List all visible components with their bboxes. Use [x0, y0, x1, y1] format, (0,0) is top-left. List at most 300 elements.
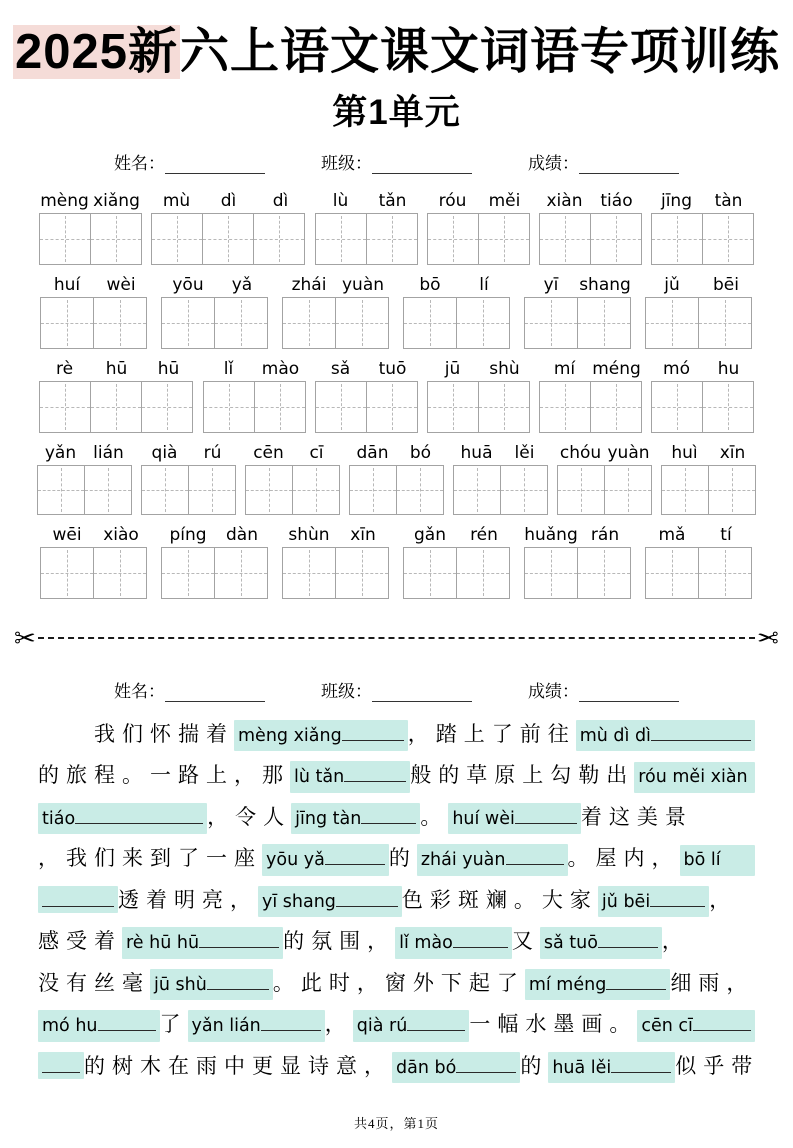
writing-cells — [315, 381, 419, 433]
passage-text: 了 — [159, 1012, 188, 1037]
pinyin-syllable: tàn — [714, 190, 743, 211]
writing-cells — [403, 547, 511, 599]
pinyin-syllable: xīn — [350, 524, 376, 545]
pinyin-syllable: mào — [261, 358, 300, 379]
writing-cell — [84, 465, 132, 515]
pinyin-syllables — [161, 270, 269, 297]
blank-write-line — [651, 727, 751, 741]
blank-write-line — [199, 934, 279, 948]
worksheet-page — [0, 26, 793, 1148]
pinyin-syllable: xīn — [719, 442, 746, 463]
word-group — [645, 270, 753, 349]
writing-cell — [37, 465, 85, 515]
pinyin-syllables — [651, 354, 755, 381]
pinyin-syllables — [524, 270, 632, 297]
blank-pinyin-hint: mù dì dì — [579, 725, 651, 746]
word-group — [403, 520, 511, 599]
answer-blank — [680, 845, 755, 876]
page-number-footer: 共4页，第1页 — [353, 1116, 439, 1131]
pinyin-syllable: lù — [332, 190, 349, 211]
passage-line — [38, 1050, 760, 1092]
blank-write-line — [75, 810, 203, 824]
answer-blank-continuation — [38, 886, 118, 913]
word-group — [427, 354, 531, 433]
unit-subtitle: 第1单元 — [332, 92, 461, 132]
writing-cell — [90, 381, 142, 433]
writing-cells — [403, 297, 511, 349]
pinyin-syllables — [427, 186, 531, 213]
pinyin-syllable: mí — [553, 358, 576, 379]
pinyin-syllable: qià — [151, 442, 178, 463]
passage-line — [38, 759, 755, 801]
word-group — [40, 270, 148, 349]
pinyin-syllable: tiáo — [600, 190, 633, 211]
blank-write-line — [506, 851, 564, 865]
writing-cell — [500, 465, 548, 515]
writing-cell — [253, 213, 305, 265]
answer-blank — [395, 927, 512, 959]
writing-cells — [645, 547, 753, 599]
blank-write-line — [598, 934, 658, 948]
passage-line — [38, 884, 755, 926]
pinyin-syllable: sǎ — [330, 358, 351, 379]
word-group — [37, 438, 133, 515]
answer-blank — [150, 969, 273, 1001]
name-class-score-row-top — [0, 149, 793, 174]
passage-line — [38, 801, 755, 843]
pinyin-syllable: bēi — [713, 274, 739, 295]
passage-text: 的旅程。一路上，那 — [38, 763, 290, 788]
writing-cell — [292, 465, 340, 515]
blank-pinyin-hint: lù tǎn — [294, 767, 345, 788]
class-field — [321, 677, 472, 702]
pinyin-syllable: yuàn — [607, 442, 650, 463]
grid-row-groups — [34, 354, 760, 433]
pinyin-syllable: jū — [444, 358, 461, 379]
writing-cells — [539, 213, 643, 265]
writing-cell — [396, 465, 444, 515]
blank-pinyin-hint: róu měi xiàn — [638, 767, 748, 788]
pinyin-syllables — [151, 186, 307, 213]
pinyin-syllables — [315, 186, 419, 213]
word-group — [40, 520, 148, 599]
writing-cell — [40, 547, 94, 599]
pinyin-syllable: píng — [169, 524, 207, 545]
grid-row-groups — [34, 186, 760, 265]
word-group — [427, 186, 531, 265]
pinyin-syllable: hū — [157, 358, 180, 379]
pinyin-syllables — [39, 354, 195, 381]
writing-cell — [214, 297, 268, 349]
word-group — [453, 438, 549, 515]
writing-cells — [315, 213, 419, 265]
writing-cells — [453, 465, 549, 515]
name-blank-line — [165, 686, 265, 702]
writing-cells — [427, 213, 531, 265]
writing-cells — [645, 297, 753, 349]
cut-here-divider — [14, 622, 779, 653]
blank-write-line — [693, 1017, 751, 1031]
blank-pinyin-hint: huí wèi — [452, 808, 515, 829]
writing-cell — [403, 297, 457, 349]
writing-cell — [456, 547, 510, 599]
word-group — [661, 438, 757, 515]
blank-pinyin-hint: mí méng — [528, 974, 607, 995]
pinyin-syllable: xiào — [103, 524, 139, 545]
passage-text: 。 — [420, 804, 449, 829]
writing-cells — [40, 297, 148, 349]
answer-blank-continuation — [38, 1052, 84, 1079]
pinyin-syllable: chóu — [559, 442, 602, 463]
blank-pinyin-hint: rè hū hū — [126, 933, 200, 954]
score-label: 成绩： — [528, 681, 579, 701]
writing-cell — [366, 381, 418, 433]
passage-text: 着这美景 — [580, 804, 693, 829]
answer-blank — [262, 844, 389, 876]
writing-cell — [708, 465, 756, 515]
blank-write-line — [611, 1059, 671, 1073]
blank-write-line — [42, 1059, 80, 1073]
pinyin-syllable: mǎ — [658, 524, 686, 545]
word-group — [161, 270, 269, 349]
pinyin-syllable: shang — [579, 274, 631, 295]
blank-pinyin-hint: mó hu — [42, 1016, 98, 1037]
blank-write-line — [407, 1017, 465, 1031]
writing-cell — [456, 297, 510, 349]
pinyin-syllables — [453, 438, 549, 465]
writing-cell — [39, 213, 91, 265]
writing-cell — [702, 381, 754, 433]
word-group — [651, 354, 755, 433]
passage-text: ， — [661, 929, 690, 954]
passage-line — [38, 925, 755, 967]
pinyin-syllable: huì — [671, 442, 698, 463]
writing-cell — [577, 547, 631, 599]
pinyin-grid-row — [34, 270, 760, 349]
writing-cell — [645, 297, 699, 349]
writing-cell — [203, 381, 255, 433]
pinyin-syllable: dàn — [226, 524, 258, 545]
blank-write-line — [344, 768, 406, 782]
writing-cell — [40, 297, 94, 349]
writing-cells — [203, 381, 307, 433]
passage-text: 透着明亮， — [118, 887, 258, 912]
writing-cells — [245, 465, 341, 515]
passage-text: 色彩斑斓。大家 — [401, 887, 598, 912]
writing-cell — [698, 297, 752, 349]
word-group — [151, 186, 307, 265]
grid-row-groups — [34, 270, 760, 349]
pinyin-syllable: wèi — [106, 274, 136, 295]
pinyin-syllable: rán — [590, 524, 620, 545]
word-group — [39, 186, 143, 265]
passage-text: ，我们来到了一座 — [38, 846, 262, 871]
name-class-score-row-bottom — [0, 677, 793, 702]
pinyin-syllables — [403, 270, 511, 297]
writing-cell — [151, 213, 203, 265]
writing-cells — [161, 547, 269, 599]
blank-write-line — [336, 893, 398, 907]
blank-write-line — [261, 1017, 321, 1031]
blank-pinyin-hint: jū shù — [154, 974, 207, 995]
pinyin-syllable: huí — [53, 274, 81, 295]
pinyin-syllable: huā — [460, 442, 493, 463]
writing-cells — [539, 381, 643, 433]
word-group — [539, 186, 643, 265]
blank-write-line — [98, 1017, 156, 1031]
pinyin-syllable: tuō — [378, 358, 407, 379]
pinyin-syllable: wēi — [52, 524, 82, 545]
name-label: 姓名： — [114, 153, 165, 173]
writing-cells — [524, 547, 632, 599]
writing-cell — [702, 213, 754, 265]
writing-cell — [557, 465, 605, 515]
pinyin-syllables — [651, 186, 755, 213]
pinyin-syllable: dān — [356, 442, 389, 463]
word-group — [524, 520, 632, 599]
writing-cells — [37, 465, 133, 515]
writing-cell — [645, 547, 699, 599]
writing-cell — [90, 213, 142, 265]
pinyin-syllable: cī — [309, 442, 324, 463]
blank-pinyin-hint: cēn cī — [641, 1016, 693, 1037]
writing-cell — [366, 213, 418, 265]
grid-row-groups — [34, 520, 760, 599]
blank-pinyin-hint: dān bó — [396, 1057, 457, 1078]
writing-cell — [478, 213, 530, 265]
answer-blank — [291, 803, 420, 835]
writing-cells — [349, 465, 445, 515]
blank-write-line — [650, 893, 705, 907]
dashed-cut-line — [38, 637, 755, 639]
answer-blank — [234, 720, 408, 752]
answer-blank — [598, 886, 709, 918]
passage-text: 的树木在雨中更显诗意， — [84, 1053, 392, 1078]
word-group — [315, 186, 419, 265]
pinyin-syllable: měi — [488, 190, 521, 211]
score-blank-line — [579, 686, 679, 702]
writing-cells — [39, 213, 143, 265]
writing-cell — [161, 297, 215, 349]
score-field — [528, 677, 679, 702]
writing-cell — [202, 213, 254, 265]
writing-cell — [604, 465, 652, 515]
passage-text: 没有丝毫 — [38, 970, 150, 995]
pinyin-syllable: hū — [105, 358, 128, 379]
score-blank-line — [579, 158, 679, 174]
writing-cells — [651, 381, 755, 433]
blank-pinyin-hint: huā lěi — [552, 1057, 612, 1078]
writing-cells — [161, 297, 269, 349]
writing-cell — [282, 547, 336, 599]
score-field — [528, 149, 679, 174]
passage-line — [38, 967, 755, 1009]
pinyin-syllable: rè — [55, 358, 74, 379]
pinyin-grid-row — [34, 354, 760, 433]
passage-text: ，令人 — [207, 804, 292, 829]
writing-cells — [651, 213, 755, 265]
answer-blank — [188, 1010, 325, 1042]
name-blank-line — [165, 158, 265, 174]
writing-cells — [524, 297, 632, 349]
word-group — [161, 520, 269, 599]
pinyin-syllable: jǔ — [664, 274, 680, 295]
passage-text: 的 — [520, 1053, 549, 1078]
class-blank-line — [372, 686, 472, 702]
answer-blank — [290, 761, 410, 793]
writing-cell — [141, 465, 189, 515]
writing-cells — [151, 213, 307, 265]
writing-cell — [282, 297, 336, 349]
blank-pinyin-hint: sǎ tuō — [543, 933, 598, 954]
answer-blank — [392, 1052, 520, 1084]
blank-write-line — [361, 810, 416, 824]
writing-cells — [282, 297, 390, 349]
pinyin-syllables — [557, 438, 653, 465]
passage-text: 。屋内， — [567, 846, 680, 871]
writing-cell — [349, 465, 397, 515]
pinyin-syllable: gǎn — [414, 524, 446, 545]
writing-cell — [539, 213, 591, 265]
pinyin-syllable: mèng — [40, 190, 89, 211]
pinyin-syllables — [539, 186, 643, 213]
pinyin-syllable: huǎng — [524, 524, 578, 545]
class-blank-line — [372, 158, 472, 174]
pinyin-syllables — [661, 438, 757, 465]
writing-cell — [524, 547, 578, 599]
pinyin-syllable: yuàn — [341, 274, 385, 295]
pinyin-grid-row — [34, 520, 760, 599]
pinyin-syllables — [427, 354, 531, 381]
pinyin-syllable: shù — [489, 358, 520, 379]
pinyin-syllable: hu — [717, 358, 740, 379]
word-group — [651, 186, 755, 265]
word-group — [539, 354, 643, 433]
passage-text: 我们怀揣着 — [94, 721, 234, 746]
pinyin-grid-row — [34, 438, 760, 515]
writing-cell — [403, 547, 457, 599]
pinyin-syllable: mó — [663, 358, 690, 379]
writing-cell — [161, 547, 215, 599]
writing-cell — [214, 547, 268, 599]
pinyin-syllable: xiǎng — [93, 190, 140, 211]
answer-blank — [417, 844, 568, 876]
page-title — [0, 26, 793, 80]
pinyin-syllables — [40, 270, 148, 297]
answer-blank — [122, 927, 283, 959]
writing-cell — [93, 297, 147, 349]
writing-cell — [141, 381, 193, 433]
writing-cell — [453, 465, 501, 515]
pinyin-syllable: cēn — [253, 442, 284, 463]
pinyin-syllable: tí — [720, 524, 732, 545]
writing-cell — [315, 213, 367, 265]
pinyin-syllables — [645, 520, 753, 547]
writing-cell — [698, 547, 752, 599]
writing-cell — [524, 297, 578, 349]
blank-pinyin-hint: yǎn lián — [191, 1016, 261, 1037]
pinyin-syllables — [282, 520, 390, 547]
writing-cell — [335, 297, 389, 349]
blank-write-line — [42, 893, 114, 907]
pinyin-syllable: xiàn — [546, 190, 583, 211]
name-label: 姓名： — [114, 681, 165, 701]
writing-cells — [39, 381, 195, 433]
pinyin-syllables — [349, 438, 445, 465]
word-group — [203, 354, 307, 433]
passage-text: 般的草原上勾勒出 — [410, 763, 635, 788]
word-group — [39, 354, 195, 433]
blank-write-line — [207, 976, 269, 990]
passage-line — [38, 842, 755, 884]
word-group — [282, 520, 390, 599]
blank-pinyin-hint: mèng xiǎng — [238, 725, 342, 746]
writing-cells — [661, 465, 757, 515]
blank-pinyin-hint: zhái yuàn — [420, 850, 506, 871]
passage-line — [38, 1008, 755, 1050]
pinyin-syllable: jīng — [660, 190, 692, 211]
name-field — [114, 149, 265, 174]
pinyin-syllables — [39, 186, 143, 213]
pinyin-syllables — [37, 438, 133, 465]
blank-pinyin-hint: jīng tàn — [295, 808, 362, 829]
pinyin-syllable: yǎn — [44, 442, 77, 463]
word-group — [141, 438, 237, 515]
writing-cell — [254, 381, 306, 433]
blank-write-line — [453, 934, 508, 948]
answer-blank — [576, 720, 755, 752]
answer-blank — [353, 1010, 470, 1042]
word-group — [645, 520, 753, 599]
pinyin-syllable: dì — [272, 190, 289, 211]
pinyin-syllable: tǎn — [378, 190, 407, 211]
answer-blank — [38, 803, 207, 835]
answer-blank — [38, 1010, 160, 1042]
passage-text: 细雨， — [670, 970, 755, 995]
answer-blank — [637, 1010, 755, 1042]
answer-blank — [548, 1052, 675, 1084]
writing-cell — [427, 381, 479, 433]
word-group — [557, 438, 653, 515]
blank-pinyin-hint: yōu yǎ — [266, 850, 325, 871]
writing-cell — [39, 381, 91, 433]
writing-cell — [427, 213, 479, 265]
passage-text: 似乎带 — [675, 1053, 760, 1078]
pinyin-syllable: rén — [470, 524, 498, 545]
writing-cells — [40, 547, 148, 599]
writing-cells — [557, 465, 653, 515]
answer-blank — [258, 886, 402, 918]
blank-pinyin-hint: qià rú — [356, 1016, 408, 1037]
writing-cell — [577, 297, 631, 349]
pinyin-syllables — [524, 520, 632, 547]
passage-text: 一幅水墨画。 — [469, 1012, 638, 1037]
pinyin-syllable: lěi — [514, 442, 535, 463]
answer-blank — [634, 762, 755, 793]
writing-cell — [651, 381, 703, 433]
scissors-icon: ✂ — [757, 622, 779, 653]
pinyin-syllable: bó — [409, 442, 432, 463]
pinyin-syllables — [403, 520, 511, 547]
pinyin-syllable: bō — [419, 274, 441, 295]
pinyin-syllable: méng — [592, 358, 641, 379]
pinyin-syllable: yǎ — [231, 274, 253, 295]
passage-text: 的氛围， — [283, 929, 396, 954]
pinyin-syllables — [203, 354, 307, 381]
blank-write-line — [606, 976, 666, 990]
blank-pinyin-hint: jǔ bēi — [601, 891, 651, 912]
writing-cell — [590, 381, 642, 433]
